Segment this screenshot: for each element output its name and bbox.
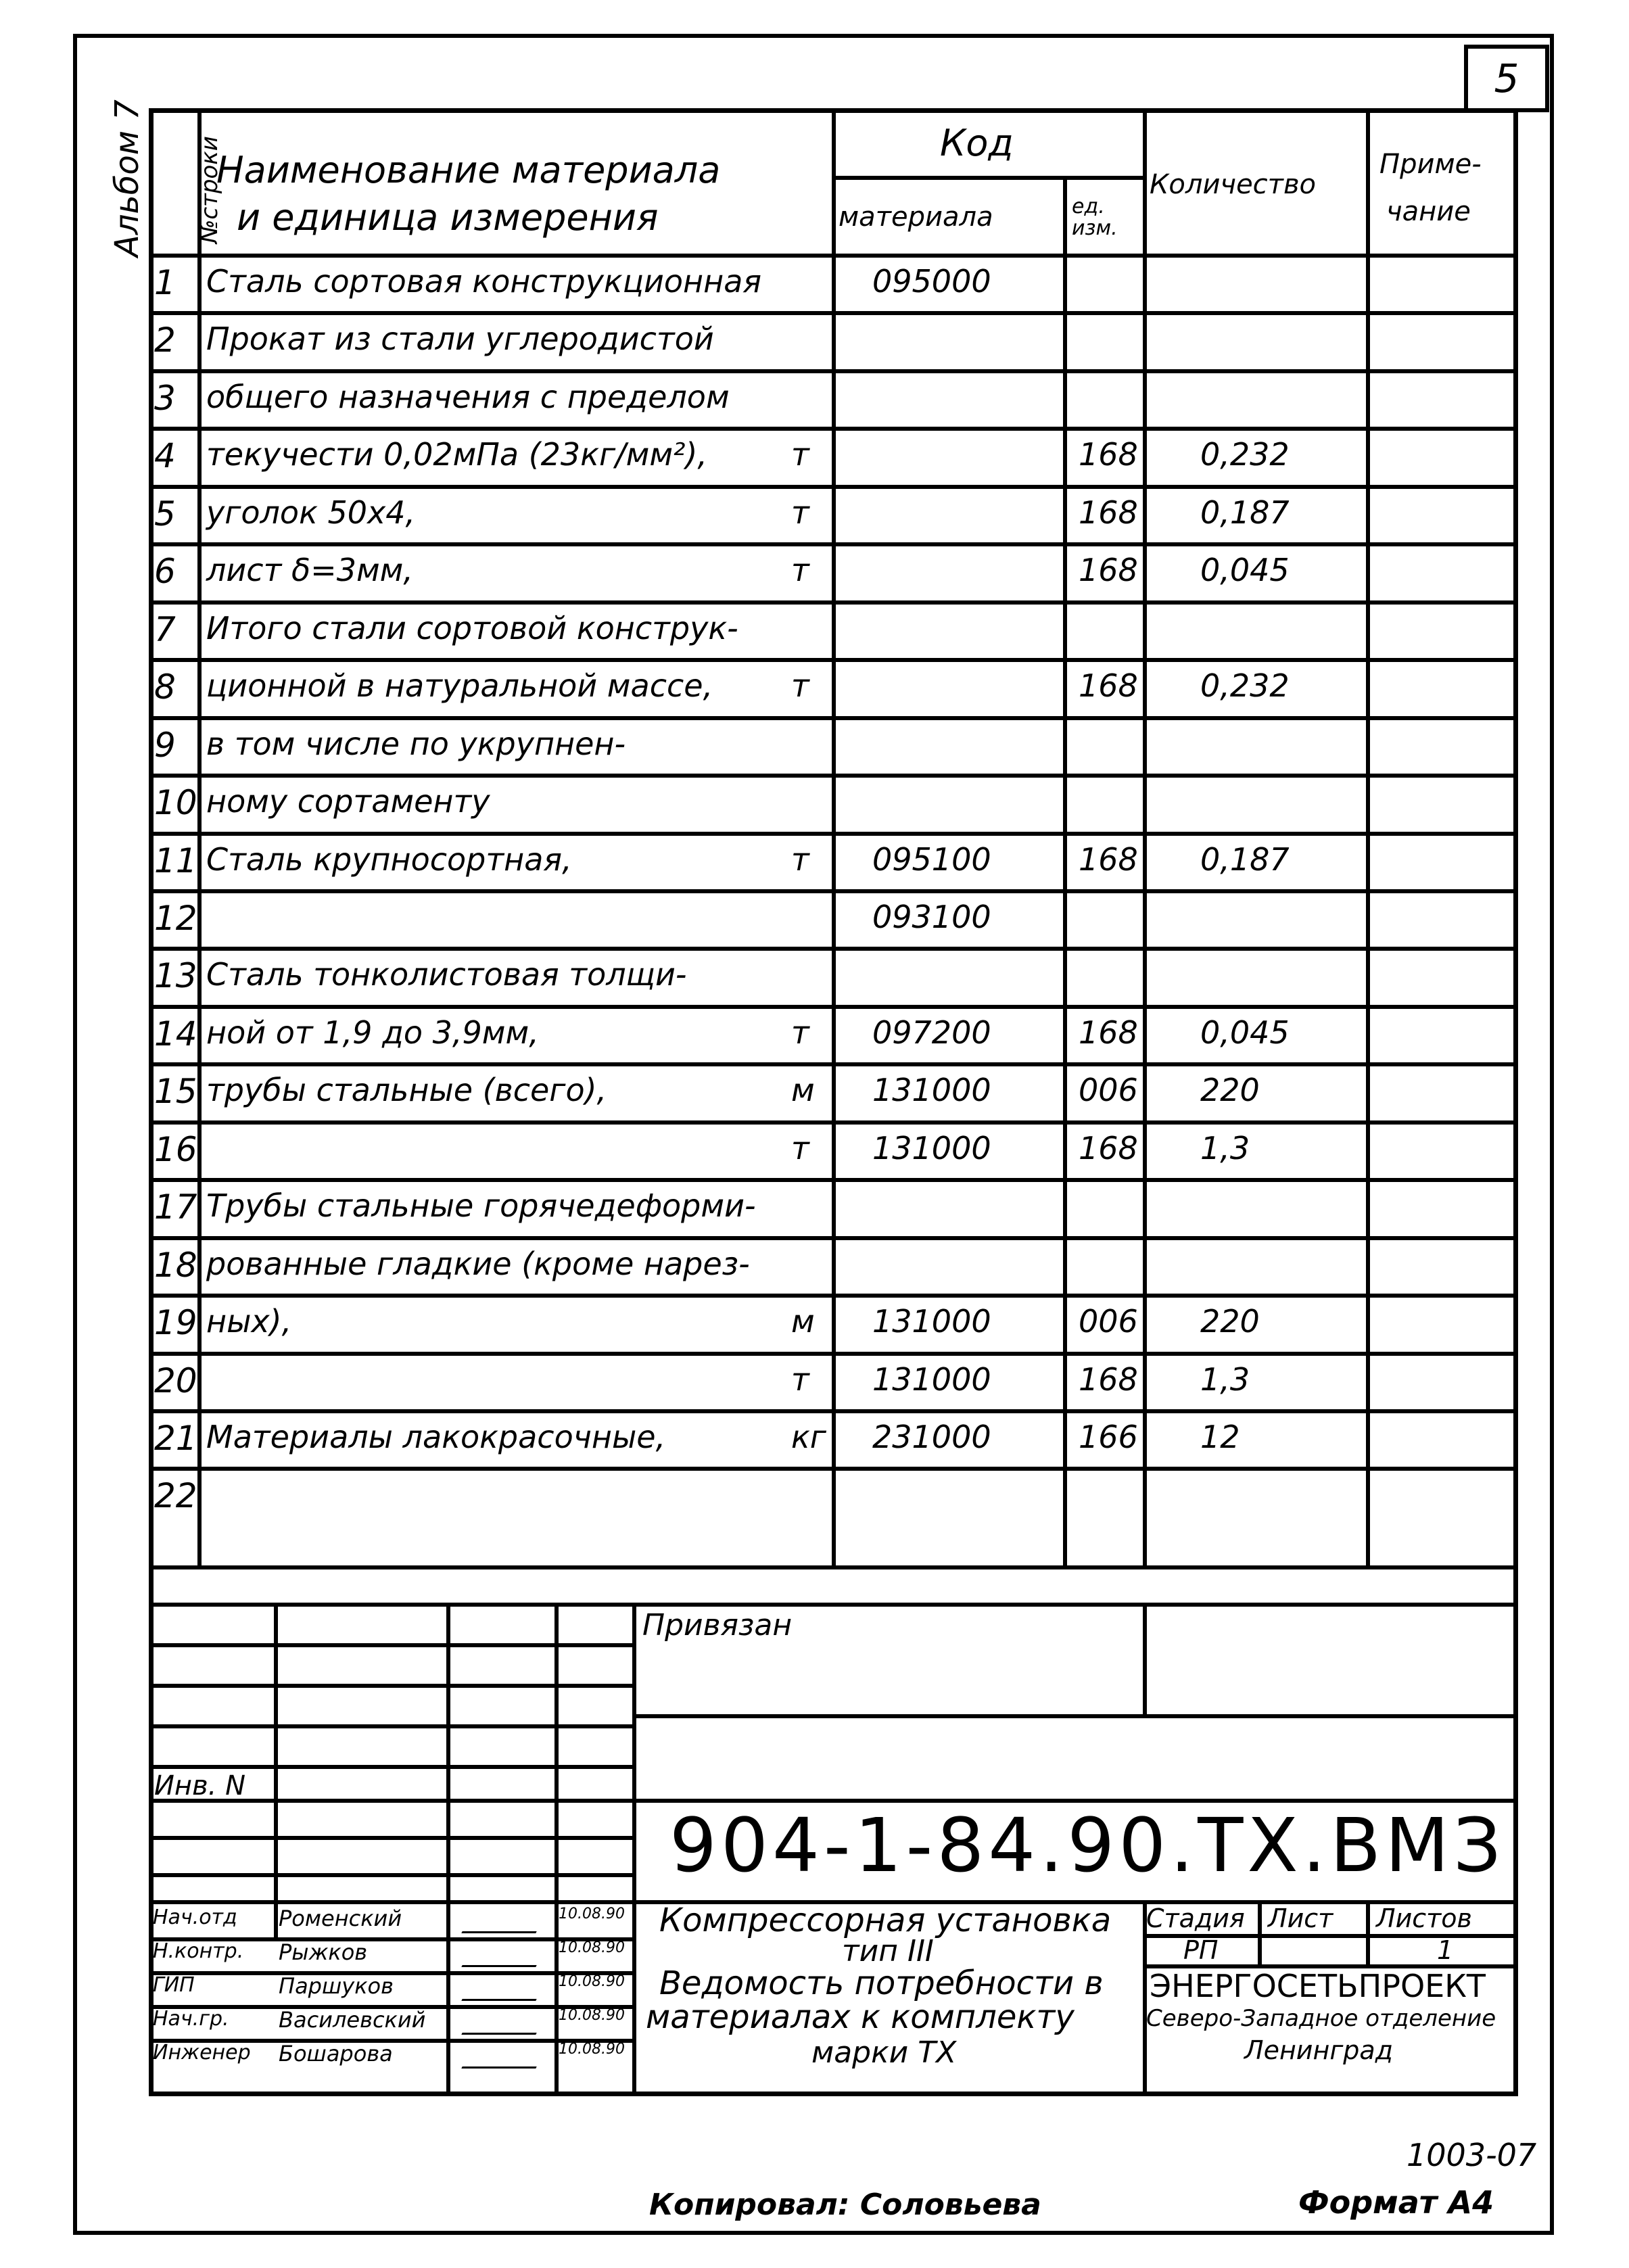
- row-unit: т: [791, 552, 809, 588]
- header-name-2: и единица измерения: [237, 196, 659, 239]
- row-quantity: 0,045: [1200, 552, 1290, 588]
- row-number: 19: [154, 1303, 197, 1342]
- row-unit-code: 166: [1079, 1419, 1138, 1455]
- table-bottom: [149, 1565, 1518, 1569]
- privyazan-label: Привязан: [642, 1608, 793, 1643]
- row-number: 14: [154, 1014, 197, 1054]
- row-number: 16: [154, 1130, 197, 1169]
- row-number: 20: [154, 1361, 197, 1400]
- header-rows-col: №строки: [196, 136, 223, 243]
- row-name: трубы стальные (всего),: [206, 1072, 607, 1108]
- copied-by: Копировал: Соловьева: [649, 2188, 1041, 2222]
- row-number: 5: [154, 494, 176, 534]
- row-material-code: 095000: [872, 263, 991, 300]
- person-name: Бошарова: [279, 2041, 393, 2066]
- row-name: ной от 1,9 до 3,9мм,: [206, 1014, 539, 1051]
- stamp-col-2: [446, 1603, 450, 2096]
- stage-value: РП: [1183, 1935, 1219, 1965]
- person-date: 10.08.90: [559, 2041, 625, 2058]
- stamp-line: [149, 1724, 632, 1728]
- row-name: Сталь тонколистовая толщи-: [206, 956, 687, 993]
- person-role: Нач.отд: [153, 1906, 237, 1929]
- row-unit: т: [791, 494, 809, 531]
- row-unit-code: 168: [1079, 436, 1138, 473]
- sheet-code: 1003-07: [1407, 2137, 1537, 2173]
- row-name: Сталь сортовая конструкционная: [206, 263, 762, 300]
- row-divider: [149, 889, 1518, 893]
- code-subline: [832, 176, 1143, 180]
- row-unit: т: [791, 841, 809, 878]
- doc-code: 904-1-84.90.ТХ.ВМЗ: [669, 1802, 1505, 1889]
- row-number: 21: [154, 1419, 197, 1458]
- row-unit-code: 168: [1079, 1130, 1138, 1166]
- row-number: 7: [154, 610, 176, 649]
- row-unit: т: [791, 436, 809, 473]
- row-divider: [149, 311, 1518, 315]
- signature-mark: [461, 1979, 546, 2001]
- header-code: Код: [940, 122, 1014, 164]
- row-name: Сталь крупносортная,: [206, 841, 572, 878]
- row-name: Материалы лакокрасочные,: [206, 1419, 666, 1455]
- row-unit-code: 168: [1079, 667, 1138, 704]
- header-bottom: [149, 254, 1518, 258]
- row-number: 22: [154, 1476, 197, 1515]
- title-line-5: марки ТХ: [811, 2035, 957, 2070]
- col-line-num: [197, 108, 202, 1565]
- row-divider: [149, 1467, 1518, 1471]
- row-material-code: 097200: [872, 1014, 991, 1051]
- row-name: общего назначения с пределом: [206, 379, 730, 415]
- stamp-line: [149, 1643, 632, 1647]
- person-date: 10.08.90: [559, 2007, 625, 2024]
- stamp-col-5: [1143, 1603, 1147, 1714]
- col-line-mat: [1063, 176, 1067, 1565]
- row-divider: [149, 1062, 1518, 1066]
- album-label: Альбом 7: [108, 99, 146, 257]
- row-quantity: 220: [1200, 1072, 1260, 1108]
- row-divider: [149, 600, 1518, 605]
- header-code-unit: ед. изм.: [1072, 195, 1118, 240]
- row-number: 6: [154, 552, 176, 591]
- row-material-code: 093100: [872, 899, 991, 935]
- stamp-col-sheets: [1366, 1900, 1370, 1964]
- sheets-label: Листов: [1376, 1904, 1472, 1933]
- row-quantity: 0,045: [1200, 1014, 1290, 1051]
- person-name: Рыжков: [279, 1939, 368, 1965]
- row-divider: [149, 369, 1518, 373]
- row-name: Трубы стальные горячедеформи-: [206, 1187, 756, 1224]
- person-role: ГИП: [153, 1973, 195, 1997]
- row-divider: [149, 1236, 1518, 1240]
- stamp-line: [149, 1873, 632, 1877]
- row-divider: [149, 716, 1518, 720]
- row-quantity: 220: [1200, 1303, 1260, 1340]
- person-date: 10.08.90: [559, 1939, 625, 1956]
- stamp-top: [149, 1603, 1518, 1607]
- title-line-3: Ведомость потребности в: [659, 1964, 1104, 2002]
- stamp-col-sheet: [1258, 1900, 1262, 1964]
- row-divider: [149, 1120, 1518, 1125]
- row-divider: [149, 1352, 1518, 1356]
- stamp-line: [632, 1714, 1518, 1718]
- row-material-code: 131000: [872, 1361, 991, 1398]
- row-number: 10: [154, 783, 197, 822]
- row-unit: м: [791, 1303, 815, 1340]
- row-number: 3: [154, 379, 176, 418]
- row-material-code: 131000: [872, 1072, 991, 1108]
- row-name: лист δ=3мм,: [206, 552, 413, 588]
- row-name: ционной в натуральной массе,: [206, 667, 713, 704]
- row-quantity: 0,232: [1200, 436, 1290, 473]
- row-name: ному сортаменту: [206, 783, 490, 820]
- sheet-label: Лист: [1268, 1904, 1333, 1933]
- row-divider: [149, 1005, 1518, 1009]
- col-line-name: [832, 108, 836, 1565]
- header-note-2: чание: [1386, 196, 1471, 227]
- row-number: 4: [154, 436, 176, 475]
- row-quantity: 1,3: [1200, 1130, 1250, 1166]
- person-date: 10.08.90: [559, 1906, 625, 1922]
- col-line-unit: [1143, 108, 1147, 1565]
- person-date: 10.08.90: [559, 1973, 625, 1990]
- row-unit-code: 006: [1079, 1072, 1138, 1108]
- row-divider: [149, 427, 1518, 431]
- sheets-value: 1: [1437, 1935, 1454, 1965]
- header-name-1: Наименование материала: [216, 149, 721, 191]
- stamp-col-4: [632, 1603, 636, 2096]
- row-divider: [149, 542, 1518, 546]
- title-line-2: тип III: [842, 1934, 934, 1968]
- title-line-4: материалах к комплекту: [646, 1998, 1075, 2036]
- col-line-qty: [1366, 108, 1370, 1565]
- row-material-code: 095100: [872, 841, 991, 878]
- row-number: 15: [154, 1072, 197, 1111]
- row-unit: м: [791, 1072, 815, 1108]
- page-number: 5: [1464, 45, 1549, 112]
- row-material-code: 131000: [872, 1303, 991, 1340]
- row-number: 1: [154, 263, 176, 302]
- signature-mark: [461, 2046, 546, 2069]
- row-name: в том числе по укрупнен-: [206, 726, 626, 762]
- row-quantity: 12: [1200, 1419, 1240, 1455]
- signature-mark: [461, 1945, 546, 1967]
- row-unit-code: 168: [1079, 841, 1138, 878]
- row-number: 12: [154, 899, 197, 938]
- row-quantity: 0,187: [1200, 841, 1290, 878]
- stamp-line: [149, 1684, 632, 1688]
- row-divider: [149, 832, 1518, 836]
- row-material-code: 131000: [872, 1130, 991, 1166]
- row-unit-code: 168: [1079, 1361, 1138, 1398]
- row-divider: [149, 485, 1518, 489]
- row-name: текучести 0,02мПа (23кг/мм²),: [206, 436, 708, 473]
- person-role: Инженер: [153, 2041, 251, 2064]
- row-unit-code: 006: [1079, 1303, 1138, 1340]
- row-material-code: 231000: [872, 1419, 991, 1455]
- header-code-material: материала: [839, 202, 993, 233]
- person-role: Нач.гр.: [153, 2007, 229, 2031]
- row-divider: [149, 658, 1518, 662]
- header-note-1: Приме-: [1379, 149, 1482, 180]
- stamp-line: [149, 1765, 632, 1769]
- row-name: уголок 50х4,: [206, 494, 416, 531]
- person-name: Василевский: [279, 2007, 426, 2033]
- person-name: Роменский: [279, 1906, 402, 1931]
- stamp-line: [149, 1836, 632, 1840]
- row-unit-code: 168: [1079, 494, 1138, 531]
- row-unit-code: 168: [1079, 1014, 1138, 1051]
- stamp-col-1: [274, 1603, 278, 1937]
- person-role: Н.контр.: [153, 1939, 244, 1963]
- header-quantity: Количество: [1150, 169, 1317, 200]
- row-divider: [149, 1178, 1518, 1182]
- stage-label: Стадия: [1146, 1904, 1245, 1933]
- row-number: 18: [154, 1246, 197, 1285]
- row-quantity: 1,3: [1200, 1361, 1250, 1398]
- row-number: 9: [154, 726, 176, 765]
- row-number: 2: [154, 321, 176, 360]
- row-divider: [149, 1294, 1518, 1298]
- row-unit: т: [791, 1361, 809, 1398]
- row-divider: [149, 947, 1518, 951]
- row-unit: кг: [791, 1419, 826, 1455]
- row-name: рованные гладкие (кроме нарез-: [206, 1246, 750, 1282]
- row-number: 13: [154, 956, 197, 995]
- signature-mark: [461, 1911, 546, 1933]
- inv-label: Инв. N: [154, 1770, 245, 1801]
- org-line-2: Северо-Западное отделение: [1146, 2005, 1496, 2032]
- person-name: Паршуков: [279, 1973, 394, 1999]
- row-unit: т: [791, 667, 809, 704]
- row-name: Прокат из стали углеродистой: [206, 321, 714, 357]
- org-line-1: ЭНЕРГОСЕТЬПРОЕКТ: [1150, 1968, 1486, 2004]
- signature-mark: [461, 2012, 546, 2035]
- title-line-1: Компрессорная установка: [659, 1901, 1112, 1939]
- org-line-3: Ленинград: [1244, 2035, 1393, 2065]
- row-number: 8: [154, 667, 176, 707]
- row-unit-code: 168: [1079, 552, 1138, 588]
- row-divider: [149, 774, 1518, 778]
- row-name: ных),: [206, 1303, 292, 1340]
- format-label: Формат А4: [1298, 2184, 1494, 2221]
- row-quantity: 0,232: [1200, 667, 1290, 704]
- row-quantity: 0,187: [1200, 494, 1290, 531]
- row-divider: [149, 1409, 1518, 1413]
- row-unit: т: [791, 1130, 809, 1166]
- row-unit: т: [791, 1014, 809, 1051]
- row-number: 11: [154, 841, 197, 880]
- row-number: 17: [154, 1187, 197, 1227]
- row-name: Итого стали сортовой конструк-: [206, 610, 738, 646]
